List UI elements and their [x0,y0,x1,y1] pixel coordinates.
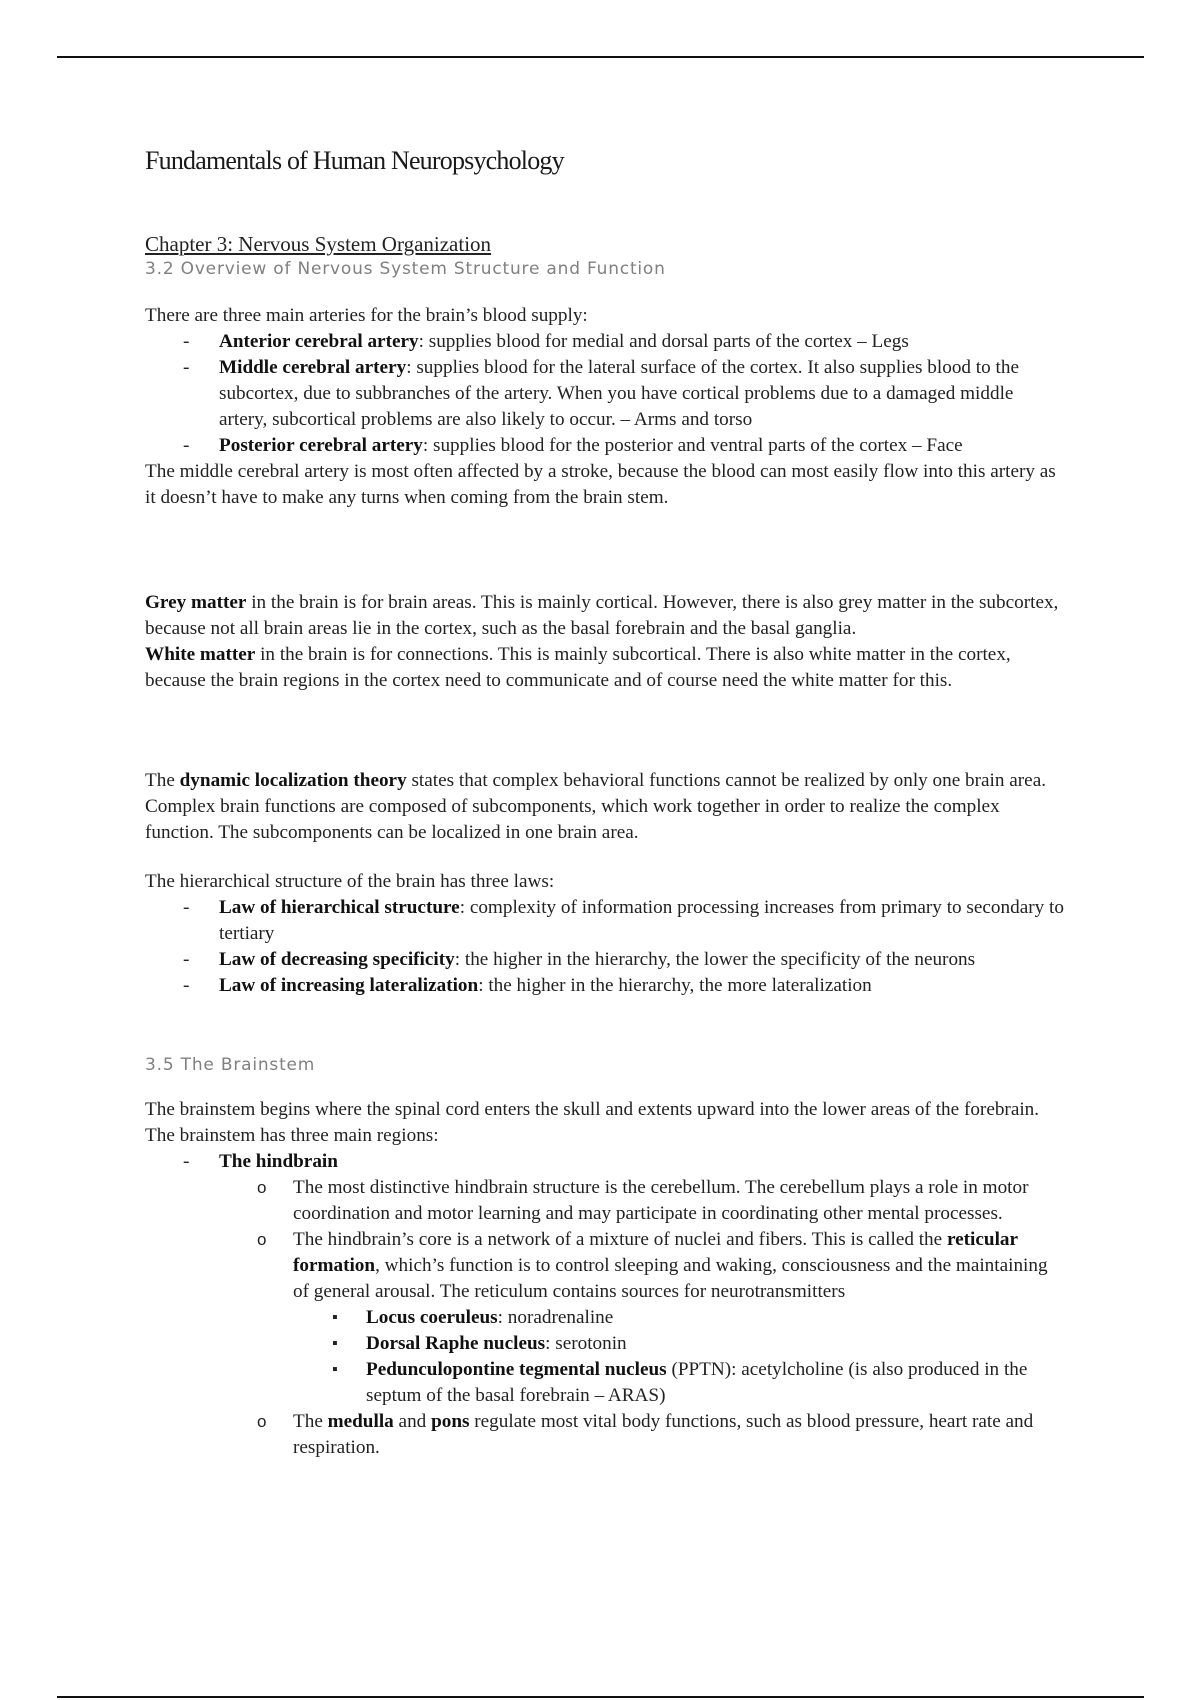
definition: : supplies blood for the posterior and ventral parts of the cortex – Face [422,435,963,456]
term: medulla [327,1411,394,1432]
term: pons [431,1411,470,1432]
list-item: ▪ Pedunculopontine tegmental nucleus (PPTN): acetylcholine (is also produced in the septum of the basal forebrain – ARAS) [366,1357,1065,1409]
laws-block [145,869,1065,999]
list-item [219,355,1065,433]
section-heading-3-2: 3.2 Overview of Nervous System Structure and Function [145,259,666,279]
term: Law of hierarchical structure [219,897,460,918]
term: Law of decreasing specificity [219,949,455,970]
definition: : supplies blood for the lateral surface of the cortex. It also supplies blood to the subcortex, due to subbranches of the artery. When you have cortical problems due to a damaged middle artery, subcortical problems are also likely to occur. – Arms and torso [219,357,1019,430]
footer-rule [57,1696,1144,1698]
list-item: ▪ Locus coeruleus: noradrenaline [366,1305,1065,1331]
term: White matter [145,644,256,665]
list-item: o The medulla and pons regulate most vital body functions, such as blood pressure, heart rate and respiration. [293,1409,1065,1461]
term: Law of increasing lateralization [219,975,479,996]
term: Middle cerebral artery [219,357,407,378]
list-item: ▪ Dorsal Raphe nucleus: serotonin [366,1331,1065,1357]
brainstem-regions-list [145,1149,1065,1461]
laws-list [145,895,1065,999]
hindbrain-sublist [219,1175,1065,1461]
list-item: - Law of decreasing specificity: the higher in the hierarchy, the lower the specificity of the neurons [219,947,1065,973]
arteries-intro: There are three main arteries for the brain’s blood supply: [145,305,588,326]
list-item [219,329,1065,355]
list-item [219,433,1065,459]
white-matter-paragraph: White matter in the brain is for connections. This is mainly subcortical. There is also white matter in the cortex, because the brain regions in the cortex need to communicate and of course need the white matter for this. [145,644,1011,691]
term: Anterior cerebral artery [219,331,419,352]
definition: : supplies blood for medial and dorsal parts of the cortex – Legs [418,331,909,352]
matter-block [145,590,1065,694]
term: Locus coeruleus [366,1307,498,1328]
term: The hindbrain [219,1151,338,1172]
list-item: - Law of increasing lateralization: the higher in the hierarchy, the more lateralization [219,973,1065,999]
laws-intro: The hierarchical structure of the brain has three laws: [145,871,555,892]
stroke-paragraph: The middle cerebral artery is most often affected by a stroke, because the blood can most easily flow into this artery as it doesn’t have to make any turns when coming from the brain stem. [145,461,1056,508]
grey-matter-paragraph: Grey matter in the brain is for brain areas. This is mainly cortical. However, there is also grey matter in the subcortex, because not all brain areas lie in the cortex, such as the basal forebrain and the basal ganglia. [145,592,1059,639]
list-item: o The hindbrain’s core is a network of a mixture of nuclei and fibers. This is called the reticular formation, which’s function is to control sleeping and waking, consciousness and the maintaining of general arousal. The reticulum contains sources for neurotransmitters ▪ Locus coeruleus: noradrenaline ▪ Dorsal Raphe nucleus: serotonin ▪ Pedunculopontine tegmental nucleus (PPTN): acetylcholine (is also produced in the septum of the basal forebrain – ARAS) [293,1227,1065,1409]
term: Pedunculopontine tegmental nucleus [366,1359,667,1380]
term: Grey matter [145,592,247,613]
arteries-block [145,303,1065,511]
term: reticular formation [293,1229,1018,1276]
arteries-list [145,329,1065,459]
brainstem-block [145,1097,1065,1461]
document-title: Fundamentals of Human Neuropsychology [145,146,564,175]
dynamic-localization-paragraph: The dynamic localization theory states that complex behavioral functions cannot be realized by only one brain area. Complex brain functions are composed of subcomponents, which work together in order to realize the complex function. The subcomponents can be localized in one brain area. [145,770,1047,843]
header-rule [57,56,1144,58]
chapter-heading: Chapter 3: Nervous System Organization [145,232,492,256]
neurotransmitter-list [293,1305,1065,1409]
term: dynamic localization theory [179,770,407,791]
term: Dorsal Raphe nucleus [366,1333,546,1354]
list-item: - Law of hierarchical structure: complexity of information processing increases from primary to secondary to tertiary [219,895,1065,947]
list-item: o The most distinctive hindbrain structure is the cerebellum. The cerebellum plays a role in motor coordination and motor learning and may participate in coordinating other mental processes. [293,1175,1065,1227]
brainstem-intro: The brainstem begins where the spinal cord enters the skull and extents upward into the lower areas of the forebrain. The brainstem has three main regions: [145,1099,1040,1146]
section-heading-3-5: 3.5 The Brainstem [145,1055,316,1075]
list-item [219,1149,1065,1461]
term: Posterior cerebral artery [219,435,423,456]
